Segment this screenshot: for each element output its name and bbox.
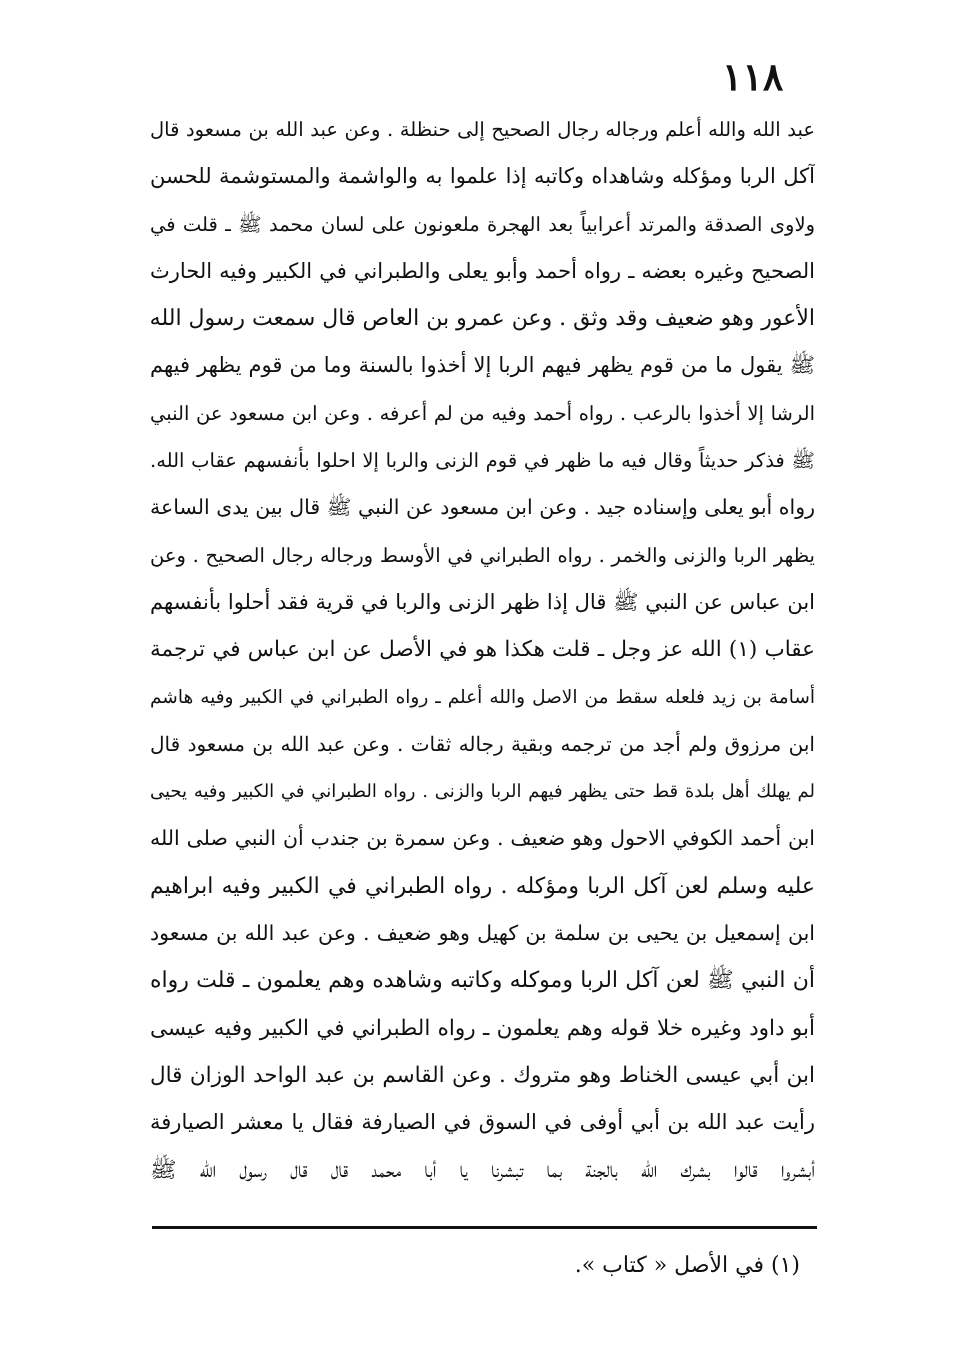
text-line: ابن عباس عن النبي ﷺ قال إذا ظهر الزنى والربا في قرية فقد أحلوا بأنفسهم bbox=[150, 589, 815, 614]
text-line: لم يهلك أهل بلدة قط حتى يظهر فيهم الربا والزنى . رواه الطبراني في الكبير وفيه يحيى bbox=[150, 781, 815, 803]
text-line: أبو داود وغيره خلا قوله وهم يعلمون ـ رواه الطبراني في الكبير وفيه عيسى bbox=[150, 1015, 815, 1041]
text-line: ولاوى الصدقة والمرتد أعرابياً بعد الهجرة ملعونون على لسان محمد ﷺ ـ قلت في bbox=[150, 212, 815, 236]
text-line: أبشروا قالوا بشرك الله بالجنة بما تبشرنا يا أبا محمد قال قال رسول الله ﷺ bbox=[150, 1157, 815, 1183]
text-line: أسامة بن زيد فلعله سقط من الاصل والله أعلم ـ رواه الطبراني في الكبير وفيه هاشم bbox=[150, 686, 815, 708]
text-line: آكل الربا ومؤكله وشاهداه وكاتبه إذا علموا به والواشمة والمستوشمة للحسن bbox=[150, 164, 815, 189]
text-line: ﷺ فذكر حديثاً وقال فيه ما ظهر في قوم الزنى والربا إلا احلوا بأنفسهم عقاب الله. bbox=[150, 449, 815, 473]
footnote-divider bbox=[152, 1226, 817, 1229]
text-line: الرشا إلا أخذوا بالرعب . رواه أحمد وفيه من لم أعرفه . وعن ابن مسعود عن النبي bbox=[150, 401, 815, 425]
text-line: ابن مرزوق ولم أجد من ترجمه وبقية رجاله ثقات . وعن عبد الله بن مسعود قال bbox=[150, 731, 815, 756]
page-number: ١١٨ bbox=[722, 54, 784, 99]
text-line: يظهر الربا والزنى والخمر . رواه الطبراني في الأوسط ورجاله رجال الصحيح . وعن bbox=[150, 543, 815, 567]
text-line: عبد الله والله أعلم ورجاله رجال الصحيح إلى حنظلة . وعن عبد الله بن مسعود قال bbox=[150, 118, 815, 141]
text-line: ابن أبي عيسى الخناط وهو متروك . وعن القاسم بن عبد الواحد الوزان قال bbox=[150, 1062, 815, 1088]
text-line: الأعور وهو ضعيف وقد وثق . وعن عمرو بن العاص قال سمعت رسول الله bbox=[150, 306, 815, 332]
text-line: رواه أبو يعلى وإسناده جيد . وعن ابن مسعود عن النبي ﷺ قال بين يدى الساعة bbox=[150, 495, 815, 520]
text-line: أن النبي ﷺ لعن آكل الربا وموكله وكاتبه وشاهده وهم يعلمون ـ قلت رواه bbox=[150, 968, 815, 994]
footnote: (١) في الأصل « كتاب ». bbox=[574, 1253, 800, 1278]
text-line: ﷺ يقول ما من قوم يظهر فيهم الربا إلا أخذوا بالسنة وما من قوم يظهر فيهم bbox=[150, 353, 815, 378]
text-line: رأيت عبد الله بن أبي أوفى في السوق في الصيارفة فقال يا معشر الصيارفة bbox=[150, 1110, 815, 1135]
text-line: عليه وسلم لعن آكل الربا ومؤكله . رواه الطبراني في الكبير وفيه ابراهيم bbox=[150, 873, 815, 899]
text-line: عقاب (١) الله عز وجل ـ قلت هكذا هو في الأصل عن ابن عباس في ترجمة bbox=[150, 637, 815, 663]
body-text bbox=[150, 106, 815, 1194]
text-line: ابن إسمعيل بن يحيى بن سلمة بن كهيل وهو ضعيف . وعن عبد الله بن مسعود bbox=[150, 921, 815, 946]
text-line: ابن أحمد الكوفي الاحول وهو ضعيف . وعن سمرة بن جندب أن النبي صلى الله bbox=[150, 826, 815, 851]
text-line: الصحيح وغيره بعضه ـ رواه أحمد وأبو يعلى والطبراني في الكبير وفيه الحارث bbox=[150, 258, 815, 283]
